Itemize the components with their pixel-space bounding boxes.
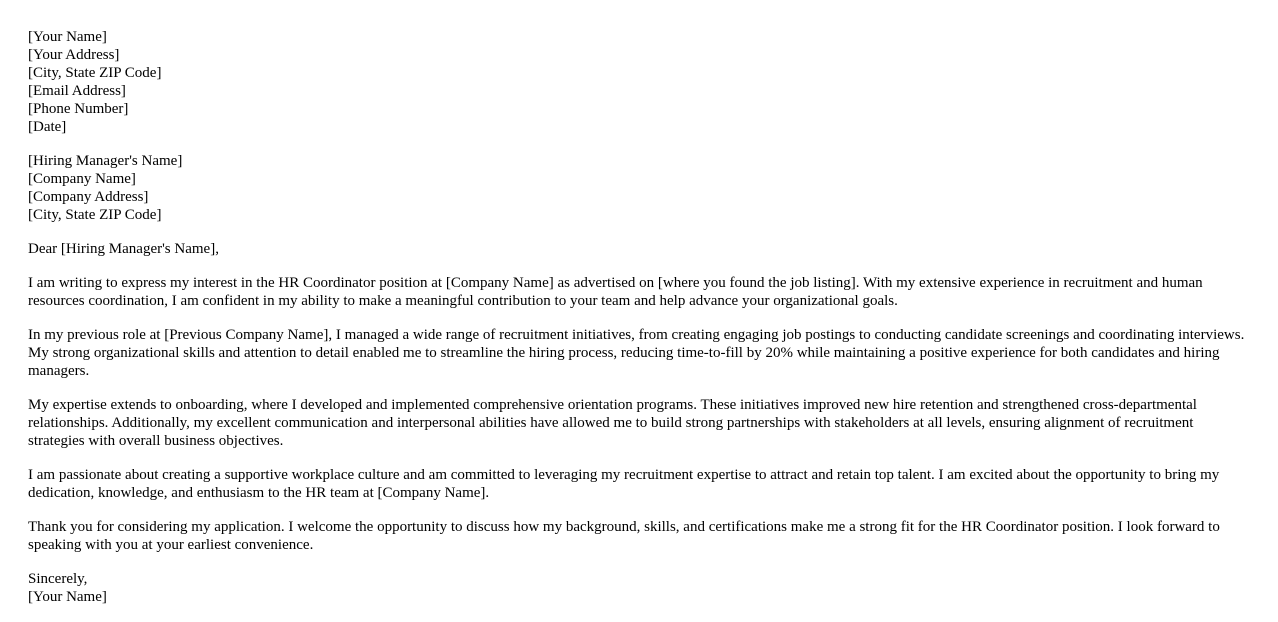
salutation: Dear [Hiring Manager's Name], <box>28 241 219 257</box>
recipient-company-name: [Company Name] <box>28 171 136 187</box>
signature-name: [Your Name] <box>28 589 107 605</box>
letter-date: [Date] <box>28 119 67 135</box>
sender-phone: [Phone Number] <box>28 101 129 117</box>
body-paragraph: My expertise extends to onboarding, where I developed and implemented comprehensive orientation programs. These initiatives improved new hire retention and strengthened cross-departmental relationships. Additionally, my excellent communication and interpersonal abilities have allowed me to build strong partnerships with stakeholders at all levels, ensuring alignment of recruitment strategies with overall business objectives. <box>28 397 1197 449</box>
recipient-company-address: [Company Address] <box>28 189 149 205</box>
sender-email: [Email Address] <box>28 83 126 99</box>
sender-name: [Your Name] <box>28 29 107 45</box>
recipient-address-block <box>28 152 1250 224</box>
sender-city-state-zip: [City, State ZIP Code] <box>28 65 162 81</box>
cover-letter-document <box>28 28 1250 622</box>
body-paragraph: I am writing to express my interest in the HR Coordinator position at [Company Name] as advertised on [where you found the job listing]. With my extensive experience in recruitment and human resources coordination, I am confident in my ability to make a meaningful contribution to your team and help advance your organizational goals. <box>28 275 1203 309</box>
body-paragraph: I am passionate about creating a supportive workplace culture and am committed to leveraging my recruitment expertise to attract and retain top talent. I am excited about the opportunity to bring my dedication, knowledge, and enthusiasm to the HR team at [Company Name]. <box>28 467 1220 501</box>
closing: Sincerely, <box>28 571 88 587</box>
sender-address: [Your Address] <box>28 47 120 63</box>
recipient-city-state-zip: [City, State ZIP Code] <box>28 207 162 223</box>
sender-address-block <box>28 28 1250 136</box>
recipient-manager-name: [Hiring Manager's Name] <box>28 153 183 169</box>
body-paragraph: In my previous role at [Previous Company Name], I managed a wide range of recruitment initiatives, from creating engaging job postings to conducting candidate screenings and coordinating interviews. My strong organizational skills and attention to detail enabled me to streamline the hiring process, reducing time-to-fill by 20% while maintaining a positive experience for both candidates and hiring managers. <box>28 327 1245 379</box>
body-paragraph: Thank you for considering my application. I welcome the opportunity to discuss how my background, skills, and certifications make me a strong fit for the HR Coordinator position. I look forward to speaking with you at your earliest convenience. <box>28 519 1220 553</box>
